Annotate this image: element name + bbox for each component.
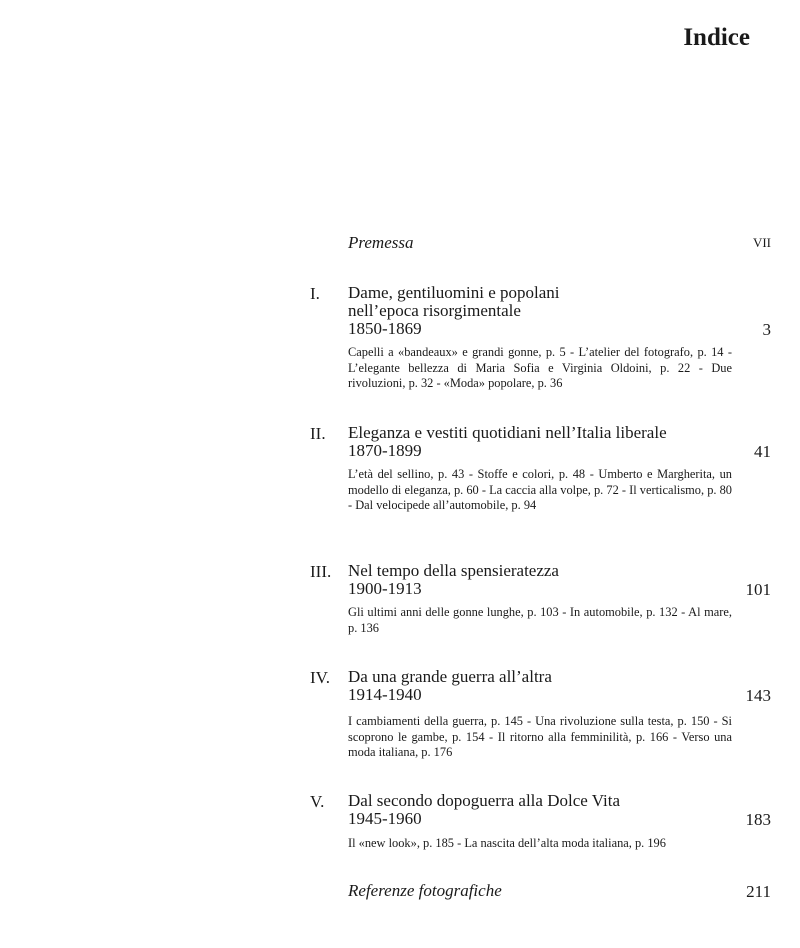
chapter-title-line: Dame, gentiluomini e popolani <box>348 283 560 302</box>
chapter-sections: L’età del sellino, p. 43 - Stoffe e colori, p. 48 - Umberto e Margherita, un modello di eleganza, p. 60 - La caccia alla volpe, p. 72 - Il verticalismo, p. 80 - Dal velocipede all’automobile, p. 94 <box>348 467 732 513</box>
chapter-title <box>348 424 730 460</box>
referenze-page: 211 <box>746 882 771 901</box>
chapter-title-line: nell’epoca risorgimentale <box>348 301 521 320</box>
chapter-title <box>348 284 730 338</box>
chapter-years: 1914-1940 <box>348 685 422 704</box>
chapter-title-line: Dal secondo dopoguerra alla Dolce Vita <box>348 791 620 810</box>
chapter-number: V. <box>310 792 325 811</box>
chapter-sections: Il «new look», p. 185 - La nascita dell’alta moda italiana, p. 196 <box>348 836 666 850</box>
premessa-label: Premessa <box>348 233 414 252</box>
chapter-title <box>348 562 730 598</box>
chapter-title-line: Nel tempo della spensieratezza <box>348 561 559 580</box>
chapter-page: 3 <box>762 320 771 339</box>
chapter-years: 1850-1869 <box>348 319 422 338</box>
page-title: Indice <box>683 24 750 51</box>
chapter-sections: Capelli a «bandeaux» e grandi gonne, p. 5 - L’atelier del fotografo, p. 14 - L’elegante bellezza di Maria Sofia e Virginia Oldoini, p. 22 - Due rivoluzioni, p. 32 - «Moda» popolare, p. 36 <box>348 345 732 391</box>
chapter-number: III. <box>310 562 332 581</box>
chapter-years: 1870-1899 <box>348 441 422 460</box>
chapter-page: 143 <box>745 686 771 705</box>
chapter-years: 1945-1960 <box>348 809 422 828</box>
chapter-sections: Gli ultimi anni delle gonne lunghe, p. 103 - In automobile, p. 132 - Al mare, p. 136 <box>348 605 732 635</box>
chapter-years: 1900-1913 <box>348 579 422 598</box>
chapter-page: 101 <box>745 580 771 599</box>
chapter-title <box>348 668 730 704</box>
chapter-number: I. <box>310 284 320 303</box>
chapter-title-line: Da una grande guerra all’altra <box>348 667 552 686</box>
chapter-number: IV. <box>310 668 330 687</box>
referenze-label: Referenze fotografiche <box>348 881 502 900</box>
chapter-page: 41 <box>754 442 771 461</box>
chapter-title-line: Eleganza e vestiti quotidiani nell’Italia liberale <box>348 423 667 442</box>
premessa-page: VII <box>752 235 771 250</box>
chapter-title <box>348 792 730 828</box>
chapter-sections: I cambiamenti della guerra, p. 145 - Una rivoluzione sulla testa, p. 150 - Si scoprono le gambe, p. 154 - Il ritorno alla femminilità, p. 166 - Verso una moda italiana, p. 176 <box>348 714 732 760</box>
chapter-number: II. <box>310 424 326 443</box>
chapter-page: 183 <box>745 810 771 829</box>
